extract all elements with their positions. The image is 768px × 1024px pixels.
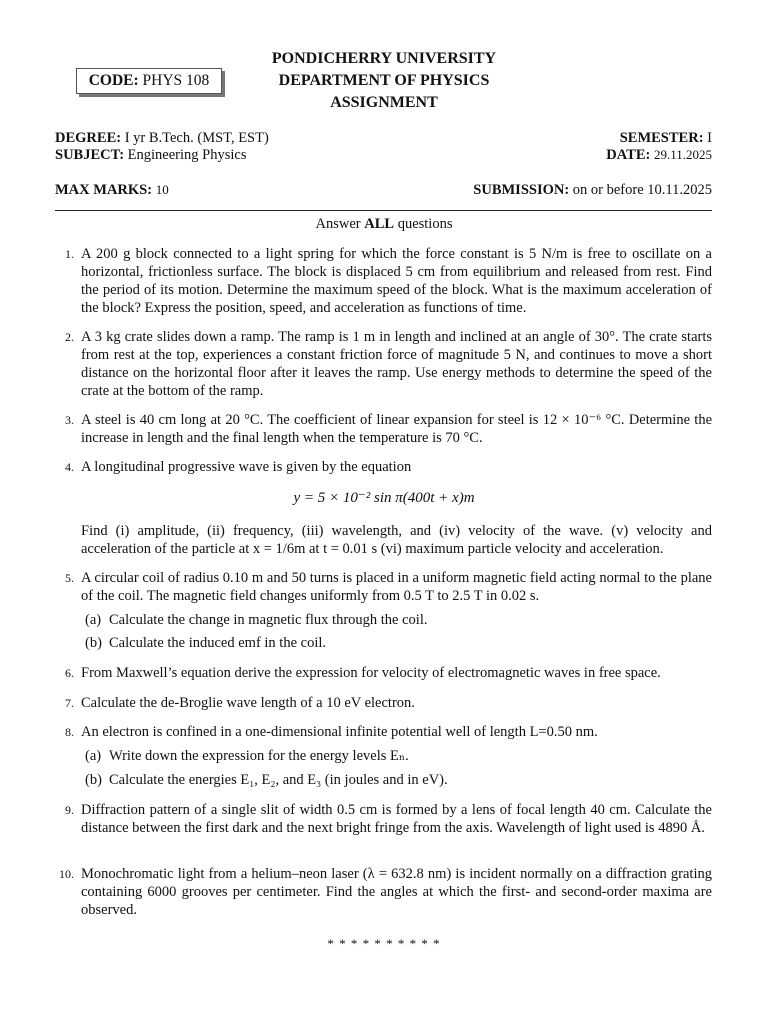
semester-value: I bbox=[707, 130, 712, 146]
code-value: PHYS 108 bbox=[142, 72, 210, 89]
question-number: 1. bbox=[65, 247, 74, 261]
wave-equation: y = 5 × 10⁻² sin π(400t + x)m bbox=[293, 490, 475, 506]
question-text: An electron is confined in a one-dimensional infinite potential well of length L=0.50 nm. bbox=[81, 724, 598, 740]
question-number: 6. bbox=[65, 666, 74, 680]
degree-value: I yr B.Tech. (MST, EST) bbox=[124, 130, 269, 146]
degree-line bbox=[55, 129, 269, 147]
sub-label: (b) bbox=[85, 635, 102, 651]
sub-text: Calculate the induced emf in the coil. bbox=[109, 635, 327, 651]
end-stars: * * * * * * * * * * bbox=[327, 936, 441, 951]
course-code-box bbox=[76, 68, 222, 94]
department-title: DEPARTMENT OF PHYSICS bbox=[278, 72, 490, 89]
question-text: Monochromatic light from a helium–neon laser (λ = 632.8 nm) is incident normally on a diffraction grating containing 6000 grooves per centimeter. Find the angles at which the first- and second-order maxima are observed. bbox=[81, 866, 712, 918]
date-line bbox=[606, 146, 712, 164]
sub-label: (b) bbox=[85, 772, 102, 788]
max-marks-line bbox=[55, 181, 169, 199]
question-number: 4. bbox=[65, 460, 74, 474]
max-marks-label: MAX MARKS: bbox=[55, 182, 153, 198]
header-divider bbox=[55, 210, 712, 211]
degree-label: DEGREE: bbox=[55, 130, 122, 146]
subject-label: SUBJECT: bbox=[55, 147, 125, 163]
sub-text: Calculate the energies E₁, E₂, and E₃ (in joules and in eV). bbox=[109, 772, 448, 788]
instruction-bold: ALL bbox=[364, 216, 395, 232]
instruction-line bbox=[0, 216, 768, 233]
question-number: 8. bbox=[65, 725, 74, 739]
question-text: A steel is 40 cm long at 20 °C. The coefficient of linear expansion for steel is 12 × 10⁻⁶ °C. Determine the increase in length and the final length when the temperature is 70 °C. bbox=[81, 412, 712, 446]
question-number: 7. bbox=[65, 696, 74, 710]
sub-text: Calculate the change in magnetic flux through the coil. bbox=[109, 612, 428, 628]
question-number: 9. bbox=[65, 803, 74, 817]
instruction-post: questions bbox=[394, 216, 453, 232]
submission-line bbox=[473, 181, 712, 199]
question-text: A 3 kg crate slides down a ramp. The ramp is 1 m in length and inclined at an angle of 30°. The crate starts from rest at the top, experiences a constant friction force of magnitude 5 N, and continues to move a short distance on the horizontal floor after it leaves the ramp. Use energy methods to determine the speed of the crate at the bottom of the ramp. bbox=[81, 329, 712, 399]
question-text: A longitudinal progressive wave is given by the equation bbox=[81, 459, 412, 475]
sub-question-b bbox=[85, 771, 448, 789]
question-number: 3. bbox=[65, 413, 74, 427]
subject-value: Engineering Physics bbox=[127, 147, 247, 163]
question-text: Find (i) amplitude, (ii) frequency, (iii) wavelength, and (iv) velocity of the wave. (v) velocity and acceleration of the particle at x = 1/6m at t = 0.01 s (vi) maximum particle velocity and acceleration. bbox=[81, 523, 712, 557]
sub-question-b bbox=[85, 634, 326, 652]
sub-text: Write down the expression for the energy levels Eₙ. bbox=[109, 748, 409, 764]
question-number: 5. bbox=[65, 571, 74, 585]
question-text: Calculate the de-Broglie wave length of a 10 eV electron. bbox=[81, 695, 415, 711]
sub-question-a bbox=[85, 611, 428, 629]
semester-label: SEMESTER: bbox=[619, 130, 704, 146]
subject-line bbox=[55, 146, 246, 164]
document-type-title: ASSIGNMENT bbox=[330, 94, 438, 111]
sub-label: (a) bbox=[85, 612, 102, 628]
date-value: 29.11.2025 bbox=[653, 147, 712, 162]
semester-line bbox=[620, 129, 712, 147]
question-number: 10. bbox=[59, 867, 74, 881]
question-text: A circular coil of radius 0.10 m and 50 turns is placed in a uniform magnetic field acting normal to the plane of the coil. The magnetic field changes uniformly from 0.5 T to 2.5 T in 0.02 s. bbox=[81, 570, 712, 604]
question-text: A 200 g block connected to a light spring for which the force constant is 5 N/m is free to oscillate on a horizontal, frictionless surface. The block is displaced 5 cm from equilibrium and released from rest. Find the period of its motion. Determine the maximum speed of the block. What is the maximum acceleration of the block? Express the position, speed, and acceleration as functions of time. bbox=[81, 246, 712, 316]
max-marks-value: 10 bbox=[155, 182, 169, 197]
submission-value: on or before 10.11.2025 bbox=[572, 182, 712, 198]
code-label: CODE: bbox=[88, 72, 139, 89]
submission-label: SUBMISSION: bbox=[473, 182, 570, 198]
sub-question-a bbox=[85, 747, 409, 765]
university-title: PONDICHERRY UNIVERSITY bbox=[271, 50, 497, 67]
instruction-pre: Answer bbox=[315, 216, 365, 232]
sub-label: (a) bbox=[85, 748, 102, 764]
date-label: DATE: bbox=[606, 147, 651, 163]
question-number: 2. bbox=[65, 330, 74, 344]
question-text: From Maxwell’s equation derive the expression for velocity of electromagnetic waves in free space. bbox=[81, 665, 661, 681]
question-text: Diffraction pattern of a single slit of width 0.5 cm is formed by a lens of focal length 40 cm. Calculate the distance between the first dark and the next bright fringe from the axis. Wavelength of light used is 4890 Å. bbox=[81, 802, 712, 836]
